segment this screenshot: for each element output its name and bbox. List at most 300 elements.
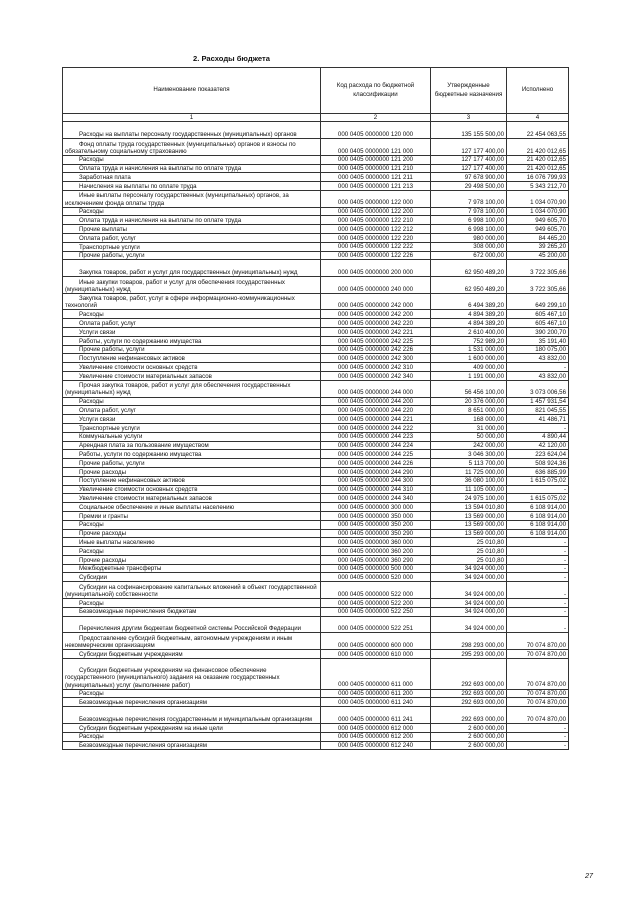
table-row — [63, 450, 569, 459]
row-name: Транспортные услуги — [63, 423, 321, 432]
table-row — [63, 139, 569, 156]
row-approved: 62 950 489,20 — [431, 277, 507, 294]
row-approved: 25 010,80 — [431, 538, 507, 547]
table-row — [63, 372, 569, 381]
row-code: 000 0405 0000000 242 220 — [321, 319, 431, 328]
row-approved: 8 651 000,00 — [431, 406, 507, 415]
row-name: Прочие расходы — [63, 467, 321, 476]
table-row — [63, 319, 569, 328]
table-row — [63, 494, 569, 503]
row-name: Прочие расходы — [63, 555, 321, 564]
column-number-row — [63, 114, 569, 122]
table-row — [63, 520, 569, 529]
table-body — [63, 122, 569, 750]
row-name: Закупка товаров, работ, услуг в сфере информационно-коммуникационных технологий — [63, 293, 321, 310]
row-name: Начисления на выплаты по оплате труда — [63, 182, 321, 191]
row-code: 000 0405 0000000 244 220 — [321, 406, 431, 415]
row-executed: - — [507, 564, 569, 573]
row-code: 000 0405 0000000 522 250 — [321, 607, 431, 616]
row-code: 000 0405 0000000 244 222 — [321, 423, 431, 432]
row-code: 000 0405 0000000 244 224 — [321, 441, 431, 450]
row-executed: 21 420 012,65 — [507, 139, 569, 156]
row-name: Расходы — [63, 155, 321, 164]
row-executed: - — [507, 423, 569, 432]
table-row — [63, 173, 569, 182]
row-approved: 2 600 000,00 — [431, 723, 507, 732]
row-name: Субсидии бюджетным учреждениям на финансовое обеспечение государственного (муниципального) задания на оказание государственных (муниципальных) услуг (выполнение работ) — [63, 658, 321, 689]
row-executed: 43 832,00 — [507, 354, 569, 363]
row-approved: 34 924 000,00 — [431, 564, 507, 573]
row-name: Расходы — [63, 598, 321, 607]
row-code: 000 0405 0000000 121 211 — [321, 173, 431, 182]
table-row — [63, 555, 569, 564]
row-approved: 127 177 400,00 — [431, 155, 507, 164]
row-approved: 97 678 900,00 — [431, 173, 507, 182]
row-approved: 29 498 500,00 — [431, 182, 507, 191]
row-executed: 1 034 070,90 — [507, 190, 569, 207]
row-code: 000 0405 0000000 612 000 — [321, 723, 431, 732]
table-row — [63, 616, 569, 633]
row-code: 000 0405 0000000 350 000 — [321, 511, 431, 520]
table-row — [63, 547, 569, 556]
column-number: 3 — [431, 114, 507, 122]
row-code: 000 0405 0000000 121 200 — [321, 155, 431, 164]
table-row — [63, 216, 569, 225]
row-name: Увеличение стоимости основных средств — [63, 363, 321, 372]
row-executed: 41 486,71 — [507, 415, 569, 424]
row-executed: 70 074 870,00 — [507, 633, 569, 650]
row-executed: - — [507, 538, 569, 547]
row-code: 000 0405 0000000 200 000 — [321, 260, 431, 277]
row-executed: 605 467,10 — [507, 310, 569, 319]
row-approved: 34 924 000,00 — [431, 616, 507, 633]
row-code: 000 0405 0000000 244 340 — [321, 494, 431, 503]
row-code: 000 0405 0000000 121 000 — [321, 139, 431, 156]
table-row — [63, 441, 569, 450]
row-approved: 7 978 100,00 — [431, 190, 507, 207]
table-row — [63, 658, 569, 689]
row-executed: 84 465,20 — [507, 234, 569, 243]
row-name: Прочие выплаты — [63, 225, 321, 234]
row-code: 000 0405 0000000 121 213 — [321, 182, 431, 191]
row-executed: 223 624,04 — [507, 450, 569, 459]
table-row — [63, 467, 569, 476]
row-name: Перечисления другим бюджетам бюджетной системы Российской Федерации — [63, 616, 321, 633]
table-row — [63, 251, 569, 260]
row-approved: 50 000,00 — [431, 432, 507, 441]
row-approved: 5 113 700,00 — [431, 459, 507, 468]
column-number: 2 — [321, 114, 431, 122]
row-executed: - — [507, 607, 569, 616]
row-code: 000 0405 0000000 244 000 — [321, 380, 431, 397]
row-code: 000 0405 0000000 244 300 — [321, 476, 431, 485]
row-executed: 6 108 914,00 — [507, 520, 569, 529]
table-row — [63, 607, 569, 616]
row-approved: 6 998 100,00 — [431, 225, 507, 234]
row-code: 000 0405 0000000 242 300 — [321, 354, 431, 363]
page-title: 2. Расходы бюджета — [193, 54, 270, 63]
table-row — [63, 397, 569, 406]
row-executed: 5 343 212,70 — [507, 182, 569, 191]
row-code: 000 0405 0000000 611 200 — [321, 689, 431, 698]
row-name: Поступление нефинансовых активов — [63, 476, 321, 485]
row-code: 000 0405 0000000 610 000 — [321, 649, 431, 658]
row-executed: 70 074 870,00 — [507, 649, 569, 658]
table-row — [63, 380, 569, 397]
row-code: 000 0405 0000000 122 220 — [321, 234, 431, 243]
table-row — [63, 511, 569, 520]
row-code: 000 0405 0000000 360 290 — [321, 555, 431, 564]
row-approved: 62 950 489,20 — [431, 260, 507, 277]
row-approved: 34 924 000,00 — [431, 573, 507, 582]
row-code: 000 0405 0000000 360 200 — [321, 547, 431, 556]
table-row — [63, 260, 569, 277]
row-code: 000 0405 0000000 120 000 — [321, 122, 431, 139]
row-executed: 70 074 870,00 — [507, 698, 569, 707]
row-executed: 6 108 914,00 — [507, 503, 569, 512]
row-code: 000 0405 0000000 242 340 — [321, 372, 431, 381]
row-code: 000 0405 0000000 611 240 — [321, 698, 431, 707]
row-code: 000 0405 0000000 244 226 — [321, 459, 431, 468]
row-executed: 949 605,70 — [507, 225, 569, 234]
table-row — [63, 732, 569, 741]
table-row — [63, 242, 569, 251]
row-name: Увеличение стоимости материальных запасов — [63, 372, 321, 381]
row-name: Безвозмездные перечисления организациям — [63, 741, 321, 750]
row-name: Закупка товаров, работ и услуг для государственных (муниципальных) нужд — [63, 260, 321, 277]
row-executed: 3 073 006,56 — [507, 380, 569, 397]
row-code: 000 0405 0000000 244 221 — [321, 415, 431, 424]
table-row — [63, 459, 569, 468]
table-row — [63, 155, 569, 164]
column-number: 1 — [63, 114, 321, 122]
row-name: Межбюджетные трансферты — [63, 564, 321, 573]
row-executed: 390 200,70 — [507, 328, 569, 337]
row-name: Оплата труда и начисления на выплаты по оплате труда — [63, 216, 321, 225]
table-row — [63, 538, 569, 547]
row-code: 000 0405 0000000 350 290 — [321, 529, 431, 538]
row-approved: 2 600 000,00 — [431, 732, 507, 741]
table-row — [63, 122, 569, 139]
row-approved: 752 989,20 — [431, 336, 507, 345]
row-code: 000 0405 0000000 522 000 — [321, 582, 431, 599]
row-name: Оплата труда и начисления на выплаты по оплате труда — [63, 164, 321, 173]
row-code: 000 0405 0000000 244 290 — [321, 467, 431, 476]
row-approved: 25 010,80 — [431, 547, 507, 556]
table-row — [63, 633, 569, 650]
row-code: 000 0405 0000000 612 240 — [321, 741, 431, 750]
table-row — [63, 415, 569, 424]
row-executed: 3 722 305,66 — [507, 277, 569, 294]
row-code: 000 0405 0000000 244 223 — [321, 432, 431, 441]
row-approved: 1 191 000,00 — [431, 372, 507, 381]
row-name: Безвозмездные перечисления бюджетам — [63, 607, 321, 616]
row-executed: 4 890,44 — [507, 432, 569, 441]
row-name: Субсидии бюджетным учреждениям — [63, 649, 321, 658]
row-approved: 295 293 000,00 — [431, 649, 507, 658]
row-name: Субсидии — [63, 573, 321, 582]
row-name: Увеличение стоимости основных средств — [63, 485, 321, 494]
table-row — [63, 345, 569, 354]
row-name: Безвозмездные перечисления организациям — [63, 698, 321, 707]
row-approved: 34 924 000,00 — [431, 582, 507, 599]
row-executed: 42 120,00 — [507, 441, 569, 450]
row-executed: 3 722 305,66 — [507, 260, 569, 277]
row-executed: - — [507, 598, 569, 607]
row-name: Прочие расходы — [63, 529, 321, 538]
row-executed: - — [507, 547, 569, 556]
table-row — [63, 689, 569, 698]
row-code: 000 0405 0000000 350 200 — [321, 520, 431, 529]
table-row — [63, 207, 569, 216]
row-code: 000 0405 0000000 122 222 — [321, 242, 431, 251]
column-number: 4 — [507, 114, 569, 122]
row-name: Услуги связи — [63, 328, 321, 337]
row-approved: 168 000,00 — [431, 415, 507, 424]
row-executed: - — [507, 485, 569, 494]
table-header-row — [63, 68, 569, 114]
table-row — [63, 649, 569, 658]
row-name: Оплата работ, услуг — [63, 319, 321, 328]
row-name: Субсидии на софинансирование капитальных вложений в объект государственной (муниципальной) собственности — [63, 582, 321, 599]
row-executed: 35 191,40 — [507, 336, 569, 345]
table-row — [63, 723, 569, 732]
row-executed: - — [507, 616, 569, 633]
row-name: Иные закупки товаров, работ и услуг для обеспечения государственных (муниципальных) нужд — [63, 277, 321, 294]
row-code: 000 0405 0000000 122 212 — [321, 225, 431, 234]
row-executed: 6 108 914,00 — [507, 529, 569, 538]
row-name: Расходы — [63, 310, 321, 319]
row-code: 000 0405 0000000 242 226 — [321, 345, 431, 354]
row-name: Расходы — [63, 689, 321, 698]
row-code: 000 0405 0000000 500 000 — [321, 564, 431, 573]
row-approved: 127 177 400,00 — [431, 164, 507, 173]
row-approved: 24 975 100,00 — [431, 494, 507, 503]
row-executed: 1 615 075,02 — [507, 494, 569, 503]
row-executed: - — [507, 582, 569, 599]
page-number: 27 — [585, 871, 593, 880]
row-code: 000 0405 0000000 242 310 — [321, 363, 431, 372]
row-executed: - — [507, 363, 569, 372]
row-code: 000 0405 0000000 242 225 — [321, 336, 431, 345]
row-approved: 25 010,80 — [431, 555, 507, 564]
table-row — [63, 598, 569, 607]
row-executed: 22 454 063,55 — [507, 122, 569, 139]
row-name: Прочие работы, услуги — [63, 345, 321, 354]
table-row — [63, 529, 569, 538]
row-approved: 11 725 000,00 — [431, 467, 507, 476]
row-approved: 409 000,00 — [431, 363, 507, 372]
budget-expenses-table — [62, 67, 569, 750]
row-code: 000 0405 0000000 242 200 — [321, 310, 431, 319]
row-name: Оплата работ, услуг — [63, 234, 321, 243]
row-approved: 308 000,00 — [431, 242, 507, 251]
table-row — [63, 354, 569, 363]
row-name: Расходы — [63, 547, 321, 556]
row-code: 000 0405 0000000 240 000 — [321, 277, 431, 294]
row-approved: 6 494 389,20 — [431, 293, 507, 310]
row-executed: - — [507, 741, 569, 750]
table-row — [63, 363, 569, 372]
row-code: 000 0405 0000000 520 000 — [321, 573, 431, 582]
row-code: 000 0405 0000000 242 000 — [321, 293, 431, 310]
row-approved: 127 177 400,00 — [431, 139, 507, 156]
row-approved: 980 000,00 — [431, 234, 507, 243]
row-name: Прочая закупка товаров, работ и услуг для обеспечения государственных (муниципальных) нужд — [63, 380, 321, 397]
table-row — [63, 406, 569, 415]
row-name: Расходы — [63, 520, 321, 529]
row-name: Арендная плата за пользование имуществом — [63, 441, 321, 450]
row-code: 000 0405 0000000 244 200 — [321, 397, 431, 406]
row-name: Заработная плата — [63, 173, 321, 182]
row-name: Увеличение стоимости материальных запасов — [63, 494, 321, 503]
table-row — [63, 564, 569, 573]
table-row — [63, 190, 569, 207]
row-name: Иные выплаты населению — [63, 538, 321, 547]
row-approved: 4 894 389,20 — [431, 319, 507, 328]
row-code: 000 0405 0000000 244 225 — [321, 450, 431, 459]
header-code: Код расхода по бюджетной классификации — [321, 68, 431, 114]
row-approved: 1 600 000,00 — [431, 354, 507, 363]
table-row — [63, 503, 569, 512]
row-approved: 13 569 000,00 — [431, 511, 507, 520]
row-approved: 298 293 000,00 — [431, 633, 507, 650]
table-row — [63, 582, 569, 599]
row-approved: 36 080 100,00 — [431, 476, 507, 485]
row-executed: 70 074 870,00 — [507, 707, 569, 724]
table-row — [63, 573, 569, 582]
row-code: 000 0405 0000000 360 000 — [321, 538, 431, 547]
row-approved: 56 456 100,00 — [431, 380, 507, 397]
row-name: Расходы на выплаты персоналу государственных (муниципальных) органов — [63, 122, 321, 139]
table-row — [63, 485, 569, 494]
row-name: Расходы — [63, 397, 321, 406]
row-name: Премии и гранты — [63, 511, 321, 520]
header-approved: Утвержденные бюджетные назначения — [431, 68, 507, 114]
row-approved: 292 693 000,00 — [431, 698, 507, 707]
row-approved: 1 531 000,00 — [431, 345, 507, 354]
row-executed: 1 615 075,02 — [507, 476, 569, 485]
table-row — [63, 310, 569, 319]
header-executed: Исполнено — [507, 68, 569, 114]
row-approved: 292 693 000,00 — [431, 707, 507, 724]
row-code: 000 0405 0000000 612 200 — [321, 732, 431, 741]
row-approved: 20 376 000,00 — [431, 397, 507, 406]
row-executed: 70 074 870,00 — [507, 658, 569, 689]
row-name: Расходы — [63, 207, 321, 216]
row-code: 000 0405 0000000 611 000 — [321, 658, 431, 689]
row-code: 000 0405 0000000 611 241 — [321, 707, 431, 724]
row-code: 000 0405 0000000 122 200 — [321, 207, 431, 216]
row-name: Предоставление субсидий бюджетным, автономным учреждениям и иным некоммерческим организациям — [63, 633, 321, 650]
row-approved: 13 569 000,00 — [431, 529, 507, 538]
row-executed: 636 885,99 — [507, 467, 569, 476]
table-row — [63, 336, 569, 345]
header-name: Наименование показателя — [63, 68, 321, 114]
row-executed: 649 299,10 — [507, 293, 569, 310]
row-executed: 508 924,36 — [507, 459, 569, 468]
row-code: 000 0405 0000000 122 226 — [321, 251, 431, 260]
row-name: Фонд оплаты труда государственных (муниципальных) органов и взносы по обязательному социальному страхованию — [63, 139, 321, 156]
row-approved: 13 594 010,80 — [431, 503, 507, 512]
row-executed: 21 420 012,65 — [507, 155, 569, 164]
table-row — [63, 423, 569, 432]
row-code: 000 0405 0000000 244 310 — [321, 485, 431, 494]
row-name: Коммунальные услуги — [63, 432, 321, 441]
row-executed: - — [507, 732, 569, 741]
row-code: 000 0405 0000000 522 251 — [321, 616, 431, 633]
row-code: 000 0405 0000000 122 000 — [321, 190, 431, 207]
row-executed: 39 265,20 — [507, 242, 569, 251]
row-executed: - — [507, 723, 569, 732]
row-approved: 7 978 100,00 — [431, 207, 507, 216]
row-name: Работы, услуги по содержанию имущества — [63, 336, 321, 345]
row-approved: 13 569 000,00 — [431, 520, 507, 529]
table-row — [63, 277, 569, 294]
table-row — [63, 707, 569, 724]
table-row — [63, 432, 569, 441]
row-name: Транспортные услуги — [63, 242, 321, 251]
row-approved: 672 000,00 — [431, 251, 507, 260]
row-approved: 34 924 000,00 — [431, 598, 507, 607]
row-approved: 135 155 500,00 — [431, 122, 507, 139]
row-name: Работы, услуги по содержанию имущества — [63, 450, 321, 459]
table-row — [63, 182, 569, 191]
row-executed: 605 467,10 — [507, 319, 569, 328]
row-code: 000 0405 0000000 300 000 — [321, 503, 431, 512]
row-approved: 34 924 000,00 — [431, 607, 507, 616]
row-name: Поступление нефинансовых активов — [63, 354, 321, 363]
row-executed: 1 034 070,90 — [507, 207, 569, 216]
row-code: 000 0405 0000000 121 210 — [321, 164, 431, 173]
row-approved: 31 000,00 — [431, 423, 507, 432]
row-executed: 45 200,00 — [507, 251, 569, 260]
table-row — [63, 225, 569, 234]
row-executed: 43 832,00 — [507, 372, 569, 381]
row-executed: - — [507, 573, 569, 582]
row-executed: 949 605,70 — [507, 216, 569, 225]
row-name: Безвозмездные перечисления государственным и муниципальным организациям — [63, 707, 321, 724]
row-name: Оплата работ, услуг — [63, 406, 321, 415]
row-approved: 242 000,00 — [431, 441, 507, 450]
row-approved: 11 105 000,00 — [431, 485, 507, 494]
row-name: Прочие работы, услуги — [63, 459, 321, 468]
row-name: Прочие работы, услуги — [63, 251, 321, 260]
row-approved: 292 693 000,00 — [431, 658, 507, 689]
row-executed: 70 074 870,00 — [507, 689, 569, 698]
row-executed: 821 045,55 — [507, 406, 569, 415]
row-code: 000 0405 0000000 600 000 — [321, 633, 431, 650]
row-executed: 6 108 914,00 — [507, 511, 569, 520]
row-executed: 21 420 012,65 — [507, 164, 569, 173]
table-row — [63, 741, 569, 750]
table-row — [63, 698, 569, 707]
row-approved: 4 894 389,20 — [431, 310, 507, 319]
row-code: 000 0405 0000000 122 210 — [321, 216, 431, 225]
row-executed: 1 457 931,54 — [507, 397, 569, 406]
row-name: Расходы — [63, 732, 321, 741]
row-name: Субсидии бюджетным учреждениям на иные цели — [63, 723, 321, 732]
table-row — [63, 164, 569, 173]
row-approved: 2 610 400,00 — [431, 328, 507, 337]
row-name: Услуги связи — [63, 415, 321, 424]
row-approved: 2 600 000,00 — [431, 741, 507, 750]
row-executed: - — [507, 555, 569, 564]
row-approved: 3 046 300,00 — [431, 450, 507, 459]
row-approved: 292 693 000,00 — [431, 689, 507, 698]
table-row — [63, 293, 569, 310]
row-approved: 6 998 100,00 — [431, 216, 507, 225]
